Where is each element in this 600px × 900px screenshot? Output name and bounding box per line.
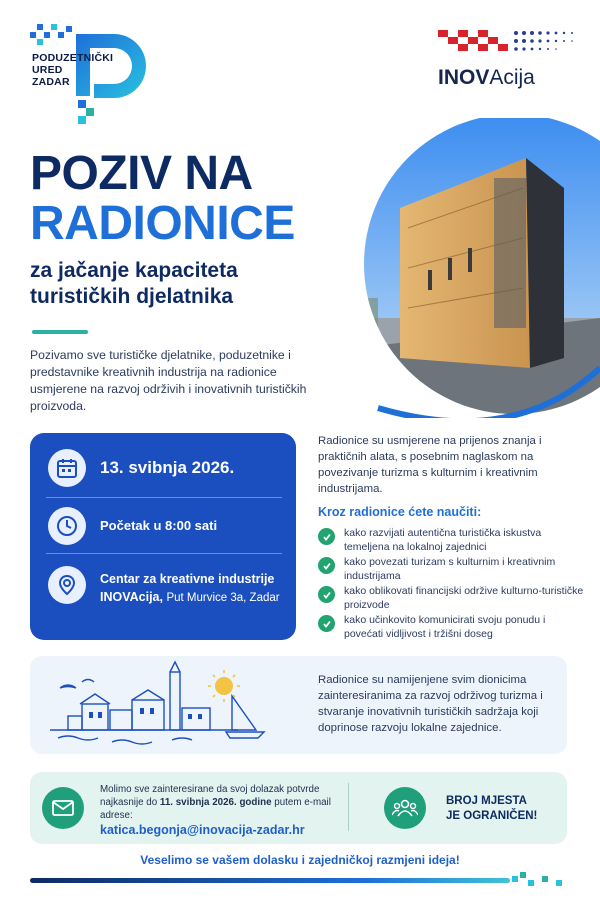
- footer-gradient-bar: [30, 878, 510, 883]
- limited-spots-notice: [446, 794, 537, 824]
- check-icon: [318, 586, 335, 603]
- people-icon: [384, 787, 426, 829]
- divider: [348, 783, 349, 831]
- logo-line: PODUZETNIČKI: [32, 52, 114, 64]
- wordmark-bold: INOV: [438, 66, 490, 89]
- pixel-decoration: [30, 24, 64, 46]
- check-icon: [318, 557, 335, 574]
- list-item-text: kako razvijati autentična turistička iskustva temeljena na lokalnoj zajednici: [344, 527, 542, 553]
- registration-deadline: 11. svibnja 2026. godine: [159, 797, 272, 808]
- registration-text-before: Molimo sve zainteresirane da svoj dolazak potvrde najkasnije do: [100, 784, 320, 808]
- inovacija-wordmark: [438, 66, 535, 90]
- inovacija-logo: [432, 22, 582, 102]
- checkered-flag-mark: [432, 22, 582, 62]
- registration-text-after: putem e-mail adrese:: [100, 797, 331, 821]
- calendar-icon: [48, 449, 86, 487]
- wordmark-rest: Acija: [489, 66, 535, 89]
- event-date: 13. svibnja 2026.: [100, 458, 235, 477]
- footer-message: Veselimo se vašem dolasku i zajedničkoj razmjeni ideja!: [140, 853, 460, 867]
- venue-address: Put Murvice 3a, Zadar: [166, 592, 280, 604]
- limit-line: JE OGRANIČEN!: [446, 810, 538, 822]
- event-time: Početak u 8:00 sati: [100, 518, 218, 533]
- learn-heading: Kroz radionice ćete naučiti:: [318, 505, 482, 519]
- contact-email-link[interactable]: katica.begonja@inovacija-zadar.hr: [100, 823, 305, 837]
- limit-line: BROJ MJESTA: [446, 795, 527, 807]
- footer-pixel-decoration: [512, 872, 572, 888]
- headline-subtitle: za jačanje kapaciteta turističkih djelatnika: [30, 259, 238, 308]
- clock-icon: [48, 507, 86, 545]
- list-item-text: kako učinkovito komunicirati svoju ponudu i povećati vidljivost i tržišni doseg: [344, 614, 546, 640]
- divider: [46, 553, 282, 554]
- logo-text: [32, 52, 114, 88]
- event-venue: [100, 570, 290, 607]
- mail-icon: [42, 787, 84, 829]
- logo-line: ZADAR: [32, 76, 70, 88]
- list-item-text: kako oblikovati financijski održive kulturno-turističke proizvode: [344, 585, 584, 611]
- list-item-text: kako povezati turizam s kulturnim i kreativnim industrijama: [344, 556, 556, 582]
- headline-line2: RADIONICE: [30, 197, 295, 250]
- building-photo: [318, 118, 600, 418]
- divider: [46, 497, 282, 498]
- venue-name: Centar za kreativne industrije INOVAcija,: [100, 572, 275, 604]
- headline-line1: POZIV NA: [30, 147, 253, 200]
- location-pin-icon: [48, 566, 86, 604]
- check-icon: [318, 615, 335, 632]
- logo-line: URED: [32, 64, 63, 76]
- check-icon: [318, 528, 335, 545]
- accent-divider: [32, 330, 88, 334]
- intro-paragraph: Pozivamo sve turističke djelatnike, poduzetnike i predstavnike kreativnih industrija na radionice usmjerene na razvoj održivih i inovativnih turističkih proizvoda.: [30, 348, 307, 413]
- poduzetnicki-ured-logo: [26, 18, 136, 138]
- registration-text: [100, 783, 335, 822]
- workshop-description: Radionice su usmjerene na prijenos znanja i praktičnih alata, s posebnim naglaskom na povezivanje turizma s kulturnim i kreativnim industrijama.: [318, 435, 542, 495]
- audience-text: Radionice su namijenjene svim dionicima zainteresiranima za razvoj održivog turizma i stvaranje inovativnih turističkih sadržaja koji doprinose razvoju lokalne zajednice.: [318, 674, 543, 734]
- town-illustration: [42, 660, 280, 750]
